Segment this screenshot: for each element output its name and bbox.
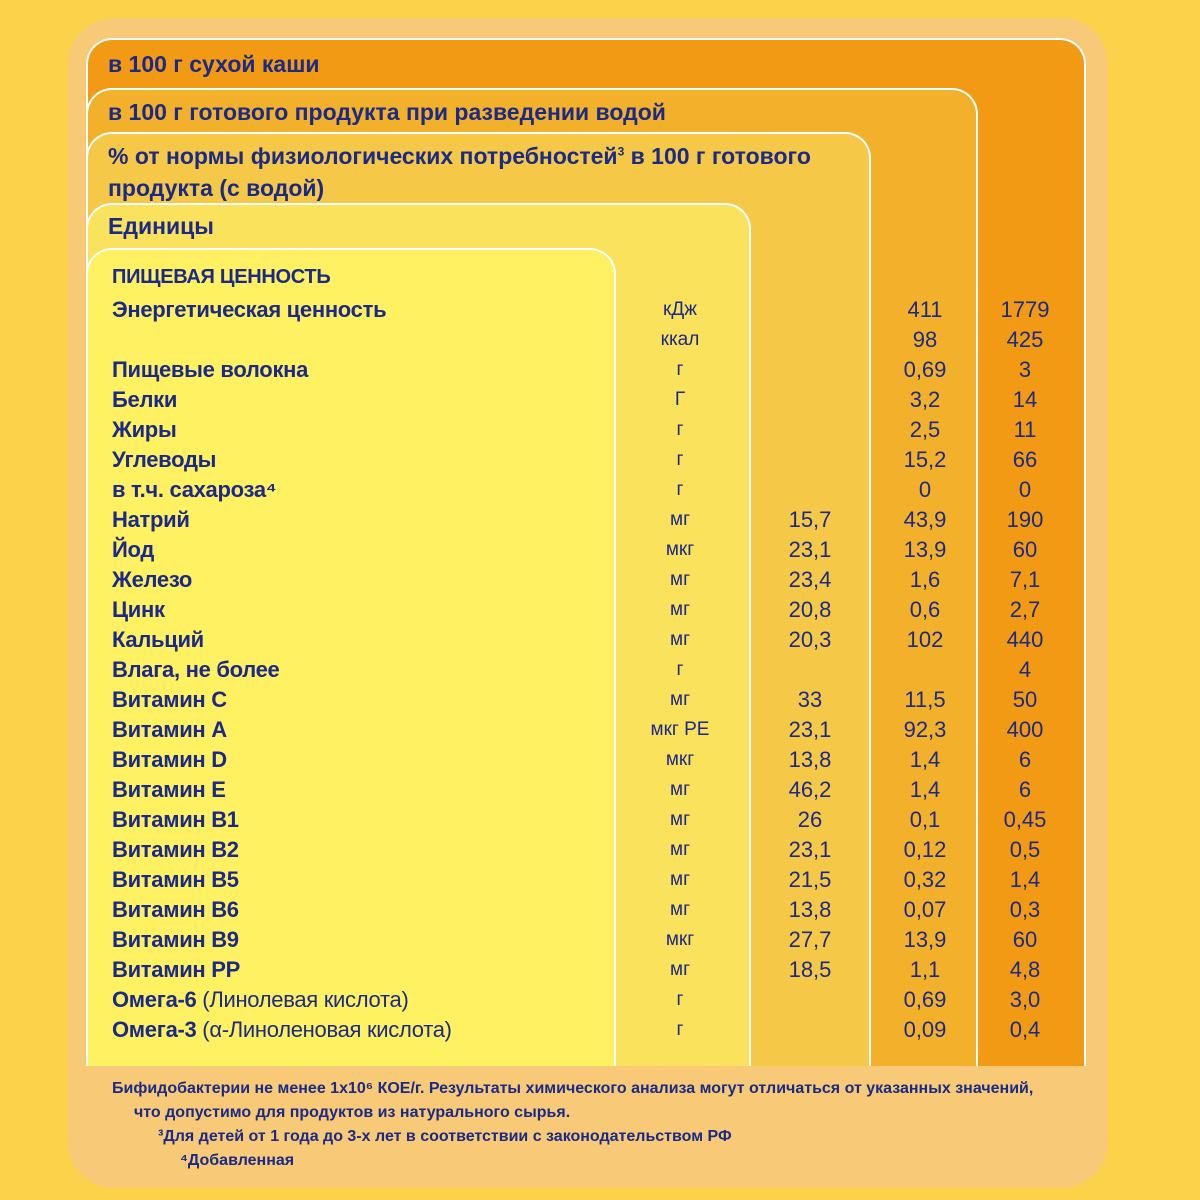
row-dry-value-text: 4 xyxy=(1018,657,1032,682)
row-daily-percent xyxy=(750,685,870,715)
table-row xyxy=(0,505,1200,535)
row-name xyxy=(112,895,239,925)
row-name xyxy=(112,925,239,955)
row-name xyxy=(112,385,177,415)
row-name-text: Цинк xyxy=(112,597,165,622)
row-dry-value-text: 0,5 xyxy=(1009,837,1041,862)
row-name xyxy=(112,535,154,565)
row-unit xyxy=(610,565,750,595)
row-name xyxy=(112,595,165,625)
row-daily-percent-text: 20,3 xyxy=(788,627,832,652)
row-dry-value xyxy=(966,925,1084,955)
row-ready-value-text: 13,9 xyxy=(903,927,947,952)
row-name xyxy=(112,655,280,685)
row-name-text: Влага, не более xyxy=(112,657,280,682)
row-dry-value-text: 4,8 xyxy=(1009,957,1041,982)
row-dry-value xyxy=(966,415,1084,445)
row-daily-percent-text: 21,5 xyxy=(788,867,832,892)
row-unit-text: кДж xyxy=(663,299,697,320)
row-ready-value-text: 1,6 xyxy=(909,567,941,592)
row-unit xyxy=(610,685,750,715)
row-ready-value-text: 43,9 xyxy=(903,507,947,532)
row-dry-value xyxy=(966,295,1084,325)
footnote-4: ⁴Добавленная xyxy=(180,1152,295,1169)
row-dry-value-text: 6 xyxy=(1018,747,1032,772)
row-daily-percent xyxy=(750,955,870,985)
row-daily-percent xyxy=(750,775,870,805)
row-unit-text: мкг xyxy=(665,929,695,950)
row-daily-percent xyxy=(750,745,870,775)
row-daily-percent-text: 13,8 xyxy=(788,897,832,922)
row-dry-value xyxy=(966,355,1084,385)
row-dry-value xyxy=(966,835,1084,865)
row-dry-value-text: 60 xyxy=(1012,927,1038,952)
row-unit-text: мг xyxy=(670,569,690,590)
row-unit-text: г xyxy=(676,419,684,440)
row-dry-value xyxy=(966,625,1084,655)
row-unit xyxy=(610,895,750,925)
row-unit-text: мг xyxy=(670,809,690,830)
row-name-text: в т.ч. сахароза⁴ xyxy=(112,477,277,502)
row-daily-percent-text: 23,1 xyxy=(788,837,832,862)
row-dry-value-text: 3 xyxy=(1018,357,1032,382)
row-dry-value xyxy=(966,895,1084,925)
table-row xyxy=(0,355,1200,385)
table-row xyxy=(0,325,1200,355)
row-dry-value-text: 66 xyxy=(1012,447,1038,472)
row-name-text: Натрий xyxy=(112,507,190,532)
row-daily-percent-text: 26 xyxy=(797,807,823,832)
row-name xyxy=(112,445,216,475)
row-name-note: (Линолевая кислота) xyxy=(196,987,409,1012)
header-daily-percent xyxy=(108,140,868,204)
row-unit xyxy=(610,325,750,355)
table-row xyxy=(0,775,1200,805)
row-unit xyxy=(610,655,750,685)
row-unit-text: мг xyxy=(670,959,690,980)
row-name xyxy=(112,715,227,745)
row-name xyxy=(112,355,308,385)
section-title: ПИЩЕВАЯ ЦЕННОСТЬ xyxy=(112,266,331,288)
row-name-text: Жиры xyxy=(112,417,177,442)
row-dry-value xyxy=(966,325,1084,355)
table-row xyxy=(0,535,1200,565)
header-daily-percent-footnote-mark: 3 xyxy=(617,144,625,159)
table-row xyxy=(0,715,1200,745)
table-row xyxy=(0,685,1200,715)
row-ready-value-text: 411 xyxy=(907,297,943,322)
row-name xyxy=(112,985,408,1015)
row-daily-percent-text: 46,2 xyxy=(788,777,832,802)
row-daily-percent-text: 23,1 xyxy=(788,537,832,562)
row-unit xyxy=(610,745,750,775)
table-row xyxy=(0,445,1200,475)
row-ready-value-text: 0,07 xyxy=(903,897,947,922)
row-daily-percent-text: 23,4 xyxy=(788,567,832,592)
row-daily-percent xyxy=(750,895,870,925)
table-row xyxy=(0,835,1200,865)
row-ready-value-text: 92,3 xyxy=(903,717,947,742)
row-dry-value xyxy=(966,595,1084,625)
row-daily-percent-text: 15,7 xyxy=(788,507,832,532)
table-row xyxy=(0,745,1200,775)
row-name-text: Витамин РР xyxy=(112,957,240,982)
header-dry-product: в 100 г сухой каши xyxy=(108,51,320,77)
row-name xyxy=(112,805,239,835)
row-unit xyxy=(610,715,750,745)
row-unit xyxy=(610,775,750,805)
row-unit xyxy=(610,835,750,865)
table-row xyxy=(0,895,1200,925)
row-dry-value xyxy=(966,505,1084,535)
row-name-text: Омега-6 xyxy=(112,987,197,1012)
row-ready-value-text: 13,9 xyxy=(903,537,947,562)
table-row xyxy=(0,385,1200,415)
table-row xyxy=(0,565,1200,595)
row-name-text: Витамин В1 xyxy=(112,807,239,832)
row-daily-percent xyxy=(750,715,870,745)
row-daily-percent-text: 23,1 xyxy=(788,717,832,742)
row-name-text: Витамин В9 xyxy=(112,927,239,952)
row-unit-text: мкг РЕ xyxy=(650,719,710,740)
row-name xyxy=(112,1015,452,1045)
row-unit-text: г xyxy=(676,989,684,1010)
row-name-text: Витамин В6 xyxy=(112,897,239,922)
row-dry-value xyxy=(966,685,1084,715)
table-row xyxy=(0,985,1200,1015)
row-name-text: Йод xyxy=(112,537,155,562)
row-dry-value-text: 11 xyxy=(1013,417,1037,442)
row-name-text: Витамин С xyxy=(112,687,227,712)
row-ready-value-text: 1,1 xyxy=(909,957,941,982)
row-daily-percent xyxy=(750,595,870,625)
row-dry-value xyxy=(966,715,1084,745)
row-daily-percent xyxy=(750,835,870,865)
row-unit-text: г xyxy=(676,479,684,500)
row-dry-value-text: 6 xyxy=(1018,777,1032,802)
row-ready-value-text: 11,5 xyxy=(904,687,946,712)
footnote-natural-raw: что допустимо для продуктов из натурального сырья. xyxy=(134,1104,571,1121)
row-name xyxy=(112,505,190,535)
table-row xyxy=(0,1015,1200,1045)
row-name-text: Витамин А xyxy=(112,717,227,742)
row-dry-value xyxy=(966,955,1084,985)
row-dry-value-text: 1,4 xyxy=(1009,867,1041,892)
row-name xyxy=(112,955,240,985)
row-unit xyxy=(610,295,750,325)
row-unit-text: мг xyxy=(670,899,690,920)
row-unit xyxy=(610,415,750,445)
row-unit-text: ккал xyxy=(660,329,700,350)
row-ready-value-text: 0 xyxy=(918,477,932,502)
row-daily-percent-text: 27,7 xyxy=(788,927,832,952)
row-dry-value-text: 14 xyxy=(1012,387,1038,412)
row-unit xyxy=(610,535,750,565)
row-unit xyxy=(610,475,750,505)
row-dry-value xyxy=(966,445,1084,475)
row-name xyxy=(112,745,227,775)
row-dry-value xyxy=(966,805,1084,835)
row-name xyxy=(112,865,239,895)
row-name xyxy=(112,565,192,595)
row-dry-value-text: 0,45 xyxy=(1003,807,1047,832)
row-dry-value-text: 190 xyxy=(1006,507,1044,532)
header-daily-percent-text-end: в 100 г готового продукта (с водой) xyxy=(108,143,811,201)
row-dry-value-text: 440 xyxy=(1006,627,1044,652)
row-daily-percent xyxy=(750,505,870,535)
row-dry-value-text: 2,7 xyxy=(1009,597,1041,622)
row-ready-value-text: 0,69 xyxy=(903,357,947,382)
row-unit-text: мкг xyxy=(665,749,695,770)
row-dry-value xyxy=(966,385,1084,415)
row-unit xyxy=(610,1015,750,1045)
row-ready-value-text: 0,69 xyxy=(903,987,947,1012)
row-dry-value-text: 0,3 xyxy=(1009,897,1041,922)
row-unit-text: г xyxy=(676,1019,684,1040)
row-unit-text: мг xyxy=(670,839,690,860)
row-ready-value-text: 15,2 xyxy=(903,447,947,472)
row-dry-value xyxy=(966,1015,1084,1045)
row-dry-value-text: 1779 xyxy=(1000,297,1050,322)
row-name-text: Белки xyxy=(112,387,178,412)
row-unit-text: мкг xyxy=(665,539,695,560)
table-row xyxy=(0,295,1200,325)
header-units: Единицы xyxy=(108,213,214,239)
row-unit-text: мг xyxy=(670,599,690,620)
row-ready-value-text: 0,6 xyxy=(909,597,941,622)
row-name-text: Энергетическая ценность xyxy=(112,297,387,322)
header-daily-percent-text: % от нормы физиологических потребностей xyxy=(108,143,618,169)
row-daily-percent xyxy=(750,535,870,565)
table-row xyxy=(0,955,1200,985)
footnote-3: ³Для детей от 1 года до 3-х лет в соответствии с законодательством РФ xyxy=(158,1128,732,1145)
row-unit xyxy=(610,625,750,655)
table-row xyxy=(0,475,1200,505)
row-daily-percent xyxy=(750,625,870,655)
row-unit xyxy=(610,865,750,895)
row-daily-percent xyxy=(750,925,870,955)
row-name-text: Углеводы xyxy=(112,447,217,472)
row-dry-value xyxy=(966,535,1084,565)
row-dry-value-text: 425 xyxy=(1006,327,1044,352)
row-dry-value xyxy=(966,865,1084,895)
row-daily-percent-text: 20,8 xyxy=(788,597,832,622)
row-ready-value-text: 0,32 xyxy=(903,867,947,892)
row-unit-text: г xyxy=(676,359,684,380)
footnote-bifidobacteria: Бифидобактерии не менее 1х10⁶ КОЕ/г. Результаты химического анализа могут отличаться от указанных значений, xyxy=(112,1080,1034,1097)
row-dry-value xyxy=(966,565,1084,595)
row-unit xyxy=(610,805,750,835)
row-daily-percent-text: 33 xyxy=(797,687,823,712)
row-unit xyxy=(610,595,750,625)
row-unit-text: г xyxy=(676,449,684,470)
row-ready-value-text: 0,12 xyxy=(903,837,947,862)
row-name-text: Кальций xyxy=(112,627,204,652)
row-ready-value-text: 98 xyxy=(912,327,938,352)
table-row xyxy=(0,415,1200,445)
table-row xyxy=(0,925,1200,955)
row-daily-percent xyxy=(750,865,870,895)
row-dry-value xyxy=(966,775,1084,805)
table-row xyxy=(0,595,1200,625)
row-unit xyxy=(610,355,750,385)
row-name xyxy=(112,835,239,865)
table-row xyxy=(0,805,1200,835)
row-unit-text: мг xyxy=(670,779,690,800)
row-unit xyxy=(610,445,750,475)
row-dry-value xyxy=(966,655,1084,685)
row-daily-percent xyxy=(750,565,870,595)
table-row xyxy=(0,655,1200,685)
row-dry-value-text: 0,4 xyxy=(1009,1017,1041,1042)
row-dry-value-text: 0 xyxy=(1018,477,1032,502)
row-daily-percent xyxy=(750,805,870,835)
row-dry-value xyxy=(966,985,1084,1015)
table-row xyxy=(0,865,1200,895)
row-dry-value-text: 60 xyxy=(1012,537,1038,562)
row-dry-value xyxy=(966,475,1084,505)
row-unit-text: Г xyxy=(674,389,686,410)
row-name-text: Витамин В2 xyxy=(112,837,239,862)
row-name-text: Омега-3 xyxy=(112,1017,197,1042)
row-ready-value-text: 0,1 xyxy=(909,807,941,832)
row-ready-value-text: 2,5 xyxy=(909,417,941,442)
row-name xyxy=(112,295,386,325)
table-row xyxy=(0,625,1200,655)
row-unit-text: мг xyxy=(670,509,690,530)
row-name-text: Железо xyxy=(112,567,193,592)
row-unit xyxy=(610,505,750,535)
row-unit xyxy=(610,985,750,1015)
row-name xyxy=(112,685,227,715)
row-name-note: (α-Линоленовая кислота) xyxy=(196,1017,452,1042)
row-dry-value xyxy=(966,745,1084,775)
row-dry-value-text: 3,0 xyxy=(1009,987,1041,1012)
row-unit-text: мг xyxy=(670,629,690,650)
row-name xyxy=(112,415,176,445)
row-daily-percent-text: 18,5 xyxy=(788,957,832,982)
row-dry-value-text: 50 xyxy=(1012,687,1038,712)
row-unit-text: г xyxy=(676,659,684,680)
row-name-text: Пищевые волокна xyxy=(112,357,309,382)
row-unit-text: мг xyxy=(670,689,690,710)
row-dry-value-text: 7,1 xyxy=(1009,567,1041,592)
row-unit xyxy=(610,955,750,985)
row-name xyxy=(112,475,276,505)
header-ready-product: в 100 г готового продукта при разведении водой xyxy=(108,99,666,125)
row-name-text: Витамин D xyxy=(112,747,227,772)
row-name xyxy=(112,625,204,655)
row-name-text: Витамин Е xyxy=(112,777,226,802)
row-dry-value-text: 400 xyxy=(1006,717,1044,742)
row-unit-text: мг xyxy=(670,869,690,890)
row-ready-value-text: 0,09 xyxy=(903,1017,947,1042)
row-unit xyxy=(610,925,750,955)
row-daily-percent-text: 13,8 xyxy=(788,747,832,772)
row-name-text: Витамин В5 xyxy=(112,867,239,892)
row-ready-value-text: 3,2 xyxy=(909,387,941,412)
row-ready-value-text: 1,4 xyxy=(909,777,941,802)
row-name xyxy=(112,775,226,805)
row-ready-value-text: 102 xyxy=(906,627,944,652)
row-ready-value-text: 1,4 xyxy=(909,747,941,772)
row-unit xyxy=(610,385,750,415)
